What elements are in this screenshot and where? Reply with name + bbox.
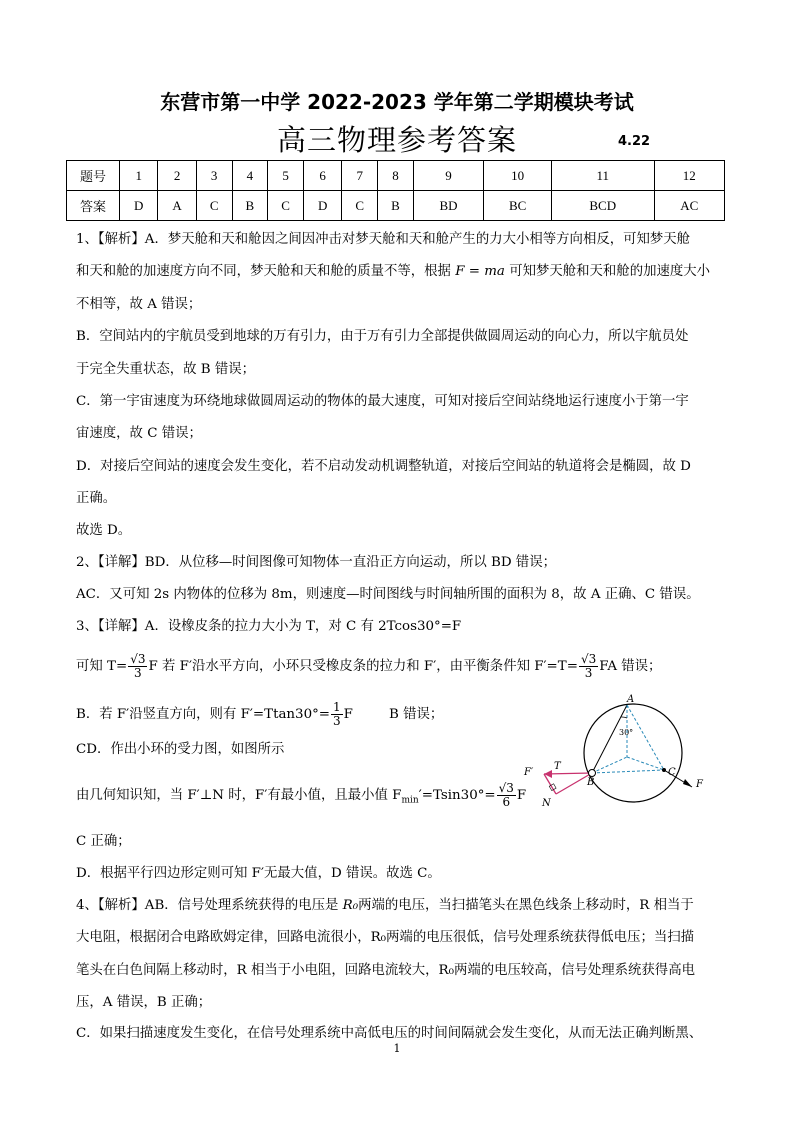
answer-cell: D	[303, 191, 341, 221]
question-number: 11	[552, 161, 654, 191]
fraction-sqrt3-over-6: $\frac{√3}{6}$	[498, 781, 514, 809]
question-number: 2	[158, 161, 196, 191]
q1-line-10: 故选 D。	[76, 523, 132, 538]
force-f-arrowhead	[683, 779, 692, 787]
q1-line-5: 于完全失重状态，故 B 错误；	[76, 362, 256, 377]
question-number: 10	[484, 161, 552, 191]
answer-cell: B	[378, 191, 414, 221]
force-diagram	[520, 690, 720, 810]
answer-cell: AC	[654, 191, 725, 221]
q3-line-3: B．若 F′沿竖直方向，则有 F′=Ttan30°= $\frac{1}{3}$ F B 错误；	[76, 700, 444, 728]
exam-title: 东营市第一中学 2022-2023 学年第二学期模块考试	[160, 90, 634, 114]
answer-table	[66, 160, 725, 221]
question-number: 4	[232, 161, 268, 191]
point-c	[662, 768, 666, 772]
q4-line-2: 大电阻，根据闭合电路欧姆定律，回路电流很小，R₀两端的电压很低，信号处理系统获得低电压；当扫描	[76, 930, 695, 945]
exam-date: 4.22	[618, 134, 651, 149]
answer-cell: A	[158, 191, 196, 221]
answer-cell: BCD	[552, 191, 654, 221]
fraction-sqrt3-over-3: $\frac{√3}{3}$	[580, 652, 597, 680]
q1-line-4: B．空间站内的宇航员受到地球的万有引力，由于万有引力全部提供做圆周运动的向心力，所以宇航员处	[76, 329, 689, 344]
q3-line-7: D．根据平行四边形定则可知 F′无最大值，D 错误。故选 C。	[76, 866, 441, 881]
answer-cell: C	[196, 191, 232, 221]
q1-line-7: 宙速度，故 C 错误；	[76, 426, 202, 441]
label-f-prime: F′	[524, 767, 534, 778]
answer-cell: BD	[413, 191, 483, 221]
q3-line-4: CD．作出小环的受力图，如图所示	[76, 742, 285, 757]
label-t: T	[554, 761, 561, 772]
answer-cell: BC	[484, 191, 552, 221]
q2-line-2: AC．又可知 2s 内物体的位移为 8m，则速度—时间图线与时间轴所围的面积为 8，故 A 正确、C 错误。	[76, 587, 700, 602]
label-n: N	[542, 798, 551, 809]
formula-fma: F = ma	[455, 264, 505, 279]
q3-line-2: 可知 T= $\frac{√3}{3}$ F 若 F′沿水平方向，小环只受橡皮条的拉力和 F′，由平衡条件知 F′=T= $\frac{√3}{3}$ FA 错误；	[76, 652, 662, 680]
table-row-answers	[67, 191, 725, 221]
label-b: B	[587, 777, 595, 788]
q1-line-6: C．第一宇宙速度为环绕地球做圆周运动的物体的最大速度，可知对接后空间站绕地运行速度小于第一宇	[76, 394, 689, 409]
question-number: 1	[120, 161, 158, 191]
question-number: 8	[378, 161, 414, 191]
fraction-1-over-3: $\frac{1}{3}$	[333, 700, 341, 728]
ring-point-b	[589, 770, 596, 777]
q2-line-1: 2、【详解】BD．从位移—时间图像可知物体一直沿正方向运动，所以 BD 错误；	[76, 555, 556, 570]
rod-ab	[592, 705, 627, 773]
table-row-numbers	[67, 161, 725, 191]
page-number: 1	[393, 1042, 401, 1055]
page-title: 高三物理参考答案	[276, 123, 517, 157]
ring-circle	[584, 704, 682, 802]
label-f: F	[696, 779, 703, 790]
question-number: 9	[413, 161, 483, 191]
q3-line-1: 3、【详解】A．设橡皮条的拉力大小为 T，对 C 有 2Tcos30°=F	[76, 619, 462, 634]
q1-line-3: 不相等，故 A 错误；	[76, 297, 202, 312]
q4-line-3: 笔头在白色间隔上移动时，R 相当于小电阻，回路电流较大，R₀两端的电压较高，信号处理系统获得高电	[76, 963, 695, 978]
question-number: 5	[268, 161, 304, 191]
dashed-oc	[627, 757, 664, 770]
dashed-bo	[592, 757, 627, 773]
answer-cell: C	[268, 191, 304, 221]
dashed-ac	[627, 705, 664, 770]
dashed-bc	[592, 770, 664, 773]
q1-line-1: 1、【解析】A．梦天舱和天和舱因之间因冲击对梦天舱和天和舱产生的力大小相等方向相反，可知梦天舱	[76, 232, 691, 247]
fraction-sqrt3-over-3: $\frac{√3}{3}$	[130, 652, 146, 680]
label-c: C	[668, 767, 676, 778]
question-number: 12	[654, 161, 725, 191]
q1-line-2: 和天和舱的加速度方向不同，梦天舱和天和舱的质量不等，根据 F = ma 可知梦天舱和天和舱的加速度大小	[76, 264, 711, 279]
q3-line-5: 由几何知识知，当 F′⊥N 时，F′有最小值，且最小值 $F_{min}'=Tsin30^\circ=$ $\frac{√3}{6}$ F	[76, 781, 527, 809]
label-angle: 30°	[619, 728, 634, 737]
angle-arc	[621, 717, 627, 718]
answer-cell: B	[232, 191, 268, 221]
q4-line-4: 压，A 错误，B 正确；	[76, 995, 212, 1010]
q3-line-6: C 正确；	[76, 834, 131, 849]
question-number: 7	[342, 161, 378, 191]
q4-line-1: 4、【解析】AB．信号处理系统获得的电压是 R₀两端的电压，当扫描笔头在黑色线条上移动时，R 相当于	[76, 898, 694, 913]
row-label-number: 题号	[67, 161, 120, 191]
row-label-answer: 答案	[67, 191, 120, 221]
label-a: A	[627, 694, 635, 705]
question-number: 3	[196, 161, 232, 191]
q1-line-8: D．对接后空间站的速度会发生变化，若不启动发动机调整轨道，对接后空间站的轨道将会是椭圆，故 D	[76, 459, 691, 474]
answer-cell: C	[342, 191, 378, 221]
question-number: 6	[303, 161, 341, 191]
q4-line-5: C．如果扫描速度发生变化，在信号处理系统中高低电压的时间间隔就会发生变化，从而无法正确判断黑、	[76, 1026, 703, 1041]
answer-cell: D	[120, 191, 158, 221]
q1-line-9: 正确。	[76, 491, 117, 506]
